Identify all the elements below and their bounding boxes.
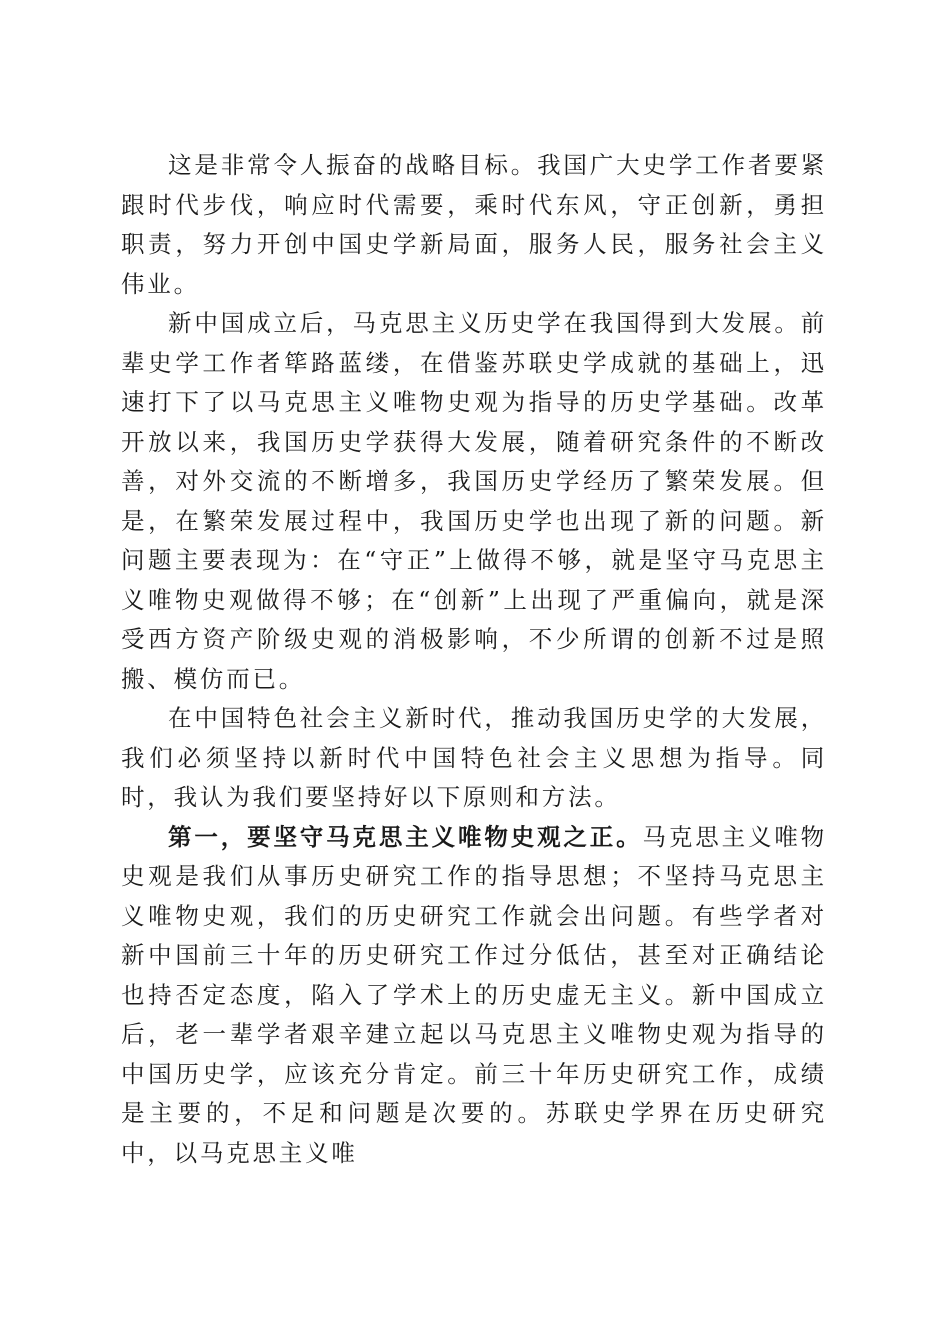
paragraph-text: 这是非常令人振奋的战略目标。我国广大史学工作者要紧跟时代步伐，响应时代需要，乘时代东风，守正创新，勇担职责，努力开创中国史学新局面，服务人民，服务社会主义伟业。 bbox=[121, 151, 827, 298]
paragraph-strategic-goal bbox=[121, 146, 827, 304]
document-body bbox=[121, 146, 827, 1173]
paragraph-first-principle bbox=[121, 818, 827, 1174]
paragraph-text: 新中国成立后，马克思主义历史学在我国得到大发展。前辈史学工作者筚路蓝缕，在借鉴苏联史学成就的基础上，迅速打下了以马克思主义唯物史观为指导的历史学基础。改革开放以来，我国历史学获得大发展，随着研究条件的不断改善，对外交流的不断增多，我国历史学经历了繁荣发展。但是，在繁荣发展过程中，我国历史学也出现了新的问题。新问题主要表现为：在“守正”上做得不够，就是坚守马克思主义唯物史观做得不够；在“创新”上出现了严重偏向，就是深受西方资产阶级史观的消极影响，不少所谓的创新不过是照搬、模仿而已。 bbox=[121, 309, 827, 693]
paragraph-new-era bbox=[121, 699, 827, 818]
paragraph-new-china-history bbox=[121, 304, 827, 699]
paragraph-text: 在中国特色社会主义新时代，推动我国历史学的大发展，我们必须坚持以新时代中国特色社会主义思想为指导。同时，我认为我们要坚持好以下原则和方法。 bbox=[121, 704, 827, 811]
paragraph-lead-heading: 第一，要坚守马克思主义唯物史观之正。 bbox=[168, 822, 643, 851]
paragraph-text: 马克思主义唯物史观是我们从事历史研究工作的指导思想；不坚持马克思主义唯物史观，我们的历史研究工作就会出问题。有些学者对新中国前三十年的历史研究工作过分低估，甚至对正确结论也持否定态度，陷入了学术上的历史虚无主义。新中国成立后，老一辈学者艰辛建立起以马克思主义唯物史观为指导的中国历史学，应该充分肯定。前三十年历史研究工作，成绩是主要的，不足和问题是次要的。苏联史学界在历史研究中，以马克思主义唯 bbox=[121, 822, 827, 1167]
